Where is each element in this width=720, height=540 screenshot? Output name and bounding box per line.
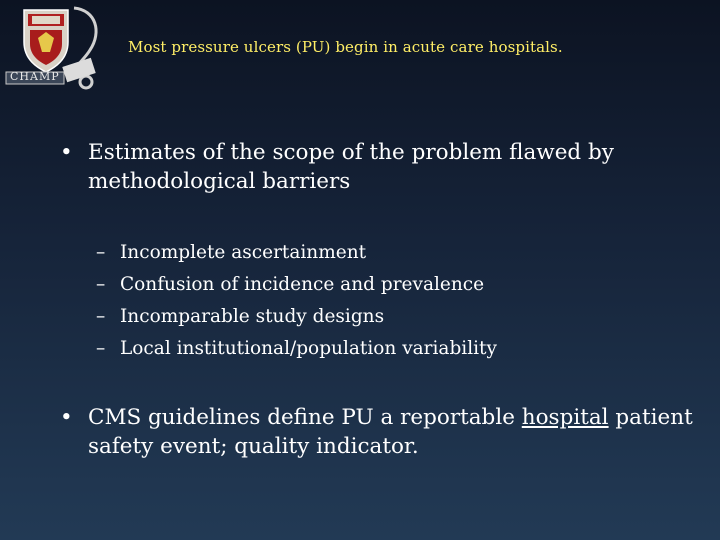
bullet-dot: • [60,405,73,430]
sub-list [96,237,696,365]
bullet-text [88,403,700,461]
slide-title: Most pressure ulcers (PU) begin in acute care hospitals. [128,38,563,56]
sub-item-text: Incomplete ascertainment [120,242,367,263]
logo-text: CHAMP [10,70,60,83]
sub-item-text: Incomparable study designs [120,306,385,327]
sub-list-item [96,237,696,269]
champ-logo [4,2,104,92]
dash-marker: – [96,274,106,295]
sub-list-item [96,269,696,301]
underlined-word: hospital [521,405,609,430]
bullet-dot: • [60,140,73,165]
bullet-text-start: CMS guidelines define PU a reportable [88,405,522,430]
sub-list-item [96,301,696,333]
sub-list-item [96,333,696,365]
sub-item-text: Local institutional/population variability [120,338,497,359]
dash-marker: – [96,242,106,263]
sub-item-text: Confusion of incidence and prevalence [120,274,485,295]
bullet-item [60,138,700,196]
dash-marker: – [96,306,106,327]
dash-marker: – [96,338,106,359]
bullet-text: Estimates of the scope of the problem flawed by methodological barriers [88,140,614,194]
bullet-item [60,403,700,461]
bullet-text-end: patient safety event; quality indicator. [88,405,693,459]
